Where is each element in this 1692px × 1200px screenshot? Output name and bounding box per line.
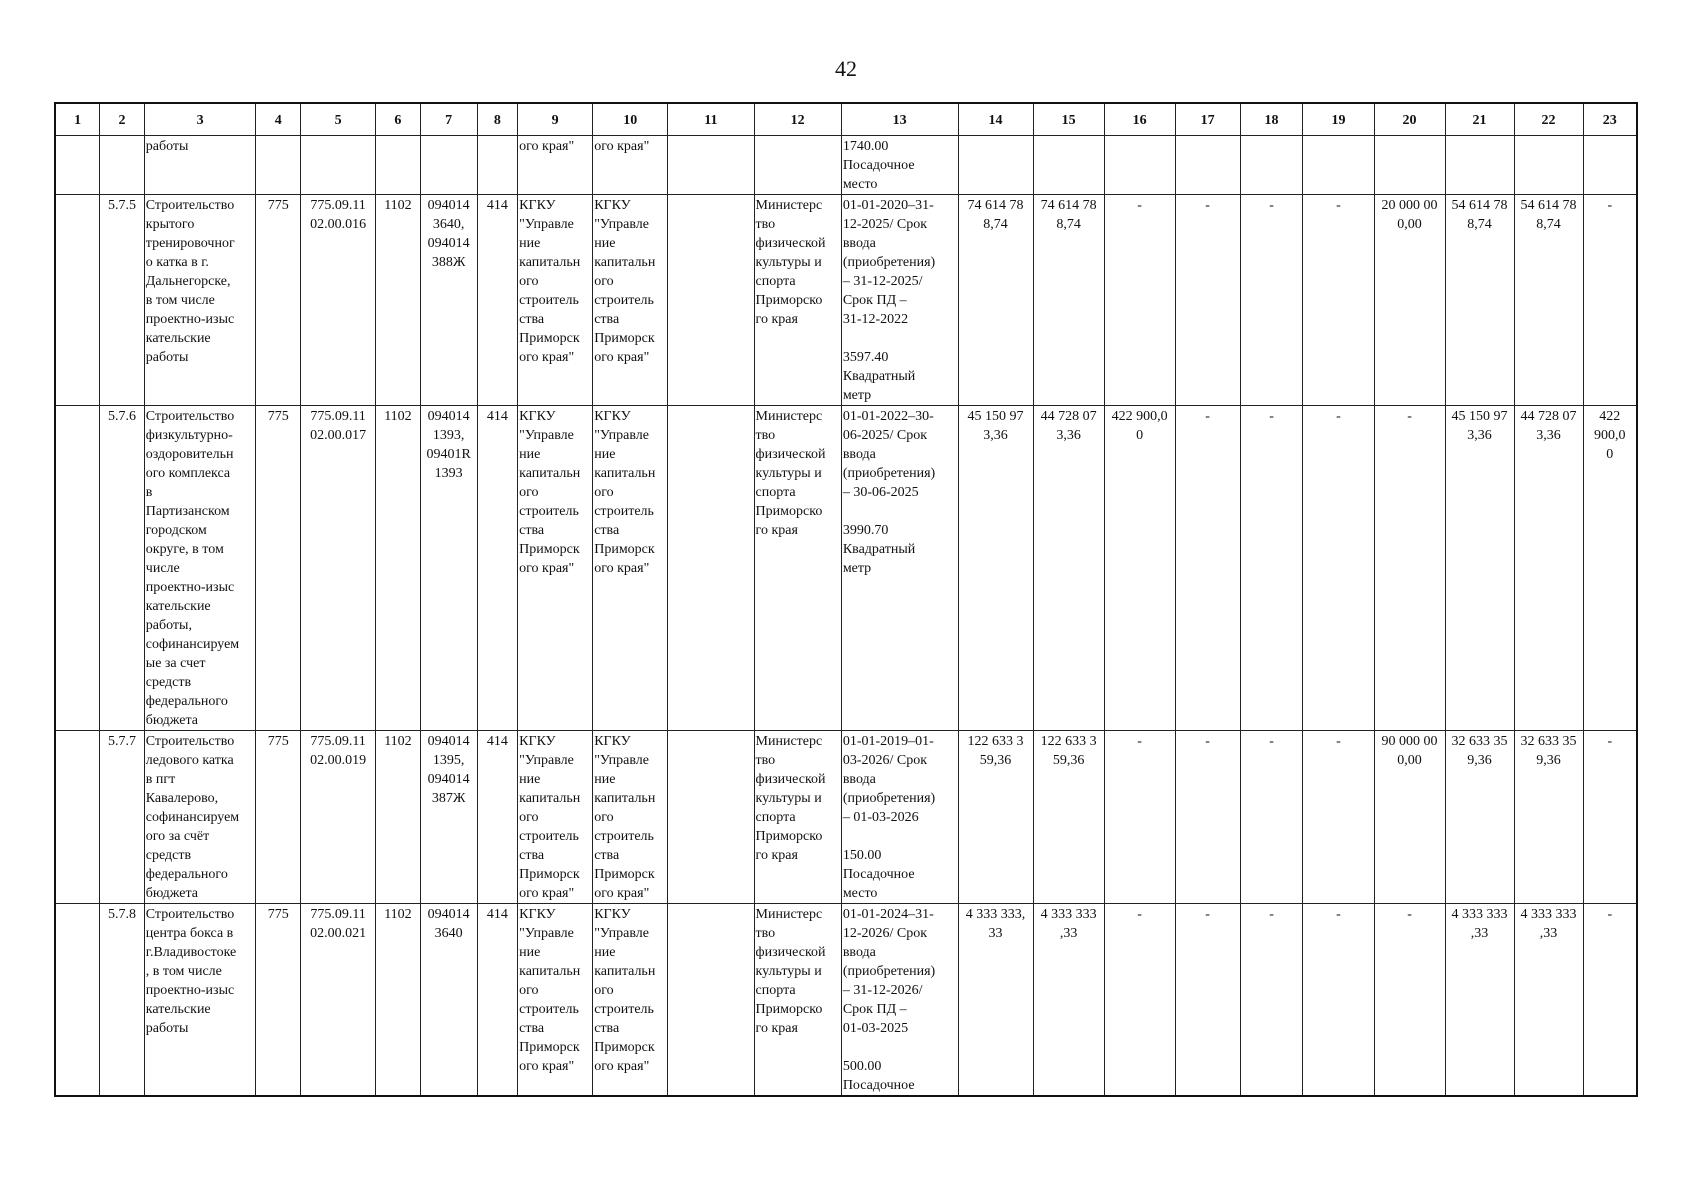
- table-cell: КГКУ "Управле ние капитальн ого строитель ства Приморск ого края": [518, 731, 593, 904]
- table-cell: [55, 904, 100, 1097]
- table-cell: -: [1175, 731, 1240, 904]
- table-cell: 094014 1395, 094014 387Ж: [420, 731, 477, 904]
- table-cell: Строительство центра бокса в г.Владивостоке , в том числе проектно-изыс кательские работы: [144, 904, 256, 1097]
- table-cell: [55, 406, 100, 731]
- table-cell: 414: [477, 731, 518, 904]
- table-cell: 775.09.11 02.00.021: [301, 904, 376, 1097]
- table-cell: 094014 3640, 094014 388Ж: [420, 195, 477, 406]
- table-cell: 5.7.5: [100, 195, 145, 406]
- table-cell: 54 614 78 8,74: [1514, 195, 1583, 406]
- table-cell: 74 614 78 8,74: [1033, 195, 1104, 406]
- table-cell: [668, 904, 754, 1097]
- table-cell: 01-01-2022–30- 06-2025/ Срок ввода (приобретения) – 30-06-2025 3990.70 Квадратный метр: [841, 406, 958, 731]
- table-cell: -: [1374, 406, 1445, 731]
- column-header-18: 18: [1240, 103, 1303, 136]
- table-row: [55, 406, 1637, 731]
- table-cell: 1102: [376, 904, 421, 1097]
- table-cell: -: [1175, 406, 1240, 731]
- table-cell: -: [1583, 195, 1637, 406]
- table-cell: КГКУ "Управле ние капитальн ого строитель ства Приморск ого края": [518, 904, 593, 1097]
- table-cell: -: [1303, 731, 1374, 904]
- column-header-14: 14: [958, 103, 1033, 136]
- table-cell: [256, 136, 301, 195]
- table-cell: 54 614 78 8,74: [1445, 195, 1514, 406]
- table-cell: -: [1240, 406, 1303, 731]
- column-header-10: 10: [593, 103, 668, 136]
- table-cell: работы: [144, 136, 256, 195]
- table-cell: 414: [477, 195, 518, 406]
- table-cell: [668, 195, 754, 406]
- table-cell: Министерс тво физической культуры и спорта Приморско го края: [754, 195, 841, 406]
- table-cell: Строительство крытого тренировочног о катка в г. Дальнегорске, в том числе проектно-изыс кательские работы: [144, 195, 256, 406]
- column-header-15: 15: [1033, 103, 1104, 136]
- table-cell: [420, 136, 477, 195]
- table-cell: [301, 136, 376, 195]
- table-cell: [477, 136, 518, 195]
- table-cell: [668, 406, 754, 731]
- table-cell: 4 333 333, 33: [958, 904, 1033, 1097]
- table-cell: 1740.00 Посадочное место: [841, 136, 958, 195]
- table-cell: [1583, 136, 1637, 195]
- table-cell: [55, 136, 100, 195]
- table-cell: 122 633 3 59,36: [1033, 731, 1104, 904]
- table-cell: 44 728 07 3,36: [1514, 406, 1583, 731]
- table-cell: 4 333 333 ,33: [1514, 904, 1583, 1097]
- column-header-2: 2: [100, 103, 145, 136]
- table-cell: 4 333 333 ,33: [1445, 904, 1514, 1097]
- table-cell: КГКУ "Управле ние капитальн ого строитель ства Приморск ого края": [518, 195, 593, 406]
- table-cell: Строительство физкультурно- оздоровительн ого комплекса в Партизанском городском округе, в том числе проектно-изыс кательские работы, софинансируем ые за счет средств федерального бюджета: [144, 406, 256, 731]
- table-cell: 4 333 333 ,33: [1033, 904, 1104, 1097]
- table-cell: [55, 195, 100, 406]
- table-cell: 20 000 00 0,00: [1374, 195, 1445, 406]
- table-cell: 422 900,0 0: [1583, 406, 1637, 731]
- column-header-4: 4: [256, 103, 301, 136]
- table-cell: -: [1240, 731, 1303, 904]
- table-cell: [1374, 136, 1445, 195]
- column-header-12: 12: [754, 103, 841, 136]
- column-header-20: 20: [1374, 103, 1445, 136]
- column-header-6: 6: [376, 103, 421, 136]
- table-cell: [100, 136, 145, 195]
- table-cell: -: [1303, 195, 1374, 406]
- column-header-17: 17: [1175, 103, 1240, 136]
- table-cell: 775: [256, 731, 301, 904]
- table-cell: 775: [256, 195, 301, 406]
- table-cell: -: [1104, 731, 1175, 904]
- table-cell: [1240, 136, 1303, 195]
- table-cell: 32 633 35 9,36: [1514, 731, 1583, 904]
- table-cell: [668, 731, 754, 904]
- table-cell: 094014 1393, 09401R 1393: [420, 406, 477, 731]
- column-header-11: 11: [668, 103, 754, 136]
- table-cell: КГКУ "Управле ние капитальн ого строитель ства Приморск ого края": [593, 195, 668, 406]
- table-cell: 01-01-2019–01- 03-2026/ Срок ввода (приобретения) – 01-03-2026 150.00 Посадочное место: [841, 731, 958, 904]
- table-cell: 5.7.7: [100, 731, 145, 904]
- table-cell: -: [1303, 406, 1374, 731]
- column-header-5: 5: [301, 103, 376, 136]
- table-cell: [668, 136, 754, 195]
- table-cell: 1102: [376, 195, 421, 406]
- column-header-19: 19: [1303, 103, 1374, 136]
- table-cell: [1445, 136, 1514, 195]
- table-cell: [1033, 136, 1104, 195]
- table-cell: -: [1175, 195, 1240, 406]
- table-cell: 094014 3640: [420, 904, 477, 1097]
- table-cell: [1175, 136, 1240, 195]
- table-cell: 1102: [376, 406, 421, 731]
- table-cell: 45 150 97 3,36: [958, 406, 1033, 731]
- table-row: [55, 904, 1637, 1097]
- table-cell: КГКУ "Управле ние капитальн ого строитель ства Приморск ого края": [593, 904, 668, 1097]
- table-cell: 422 900,0 0: [1104, 406, 1175, 731]
- column-header-13: 13: [841, 103, 958, 136]
- table-cell: ого края": [518, 136, 593, 195]
- table-cell: -: [1104, 904, 1175, 1097]
- column-header-8: 8: [477, 103, 518, 136]
- table-row: [55, 731, 1637, 904]
- table-cell: КГКУ "Управле ние капитальн ого строитель ства Приморск ого края": [593, 731, 668, 904]
- table-cell: 32 633 35 9,36: [1445, 731, 1514, 904]
- table-cell: [1514, 136, 1583, 195]
- table-cell: КГКУ "Управле ние капитальн ого строитель ства Приморск ого края": [593, 406, 668, 731]
- table-cell: -: [1175, 904, 1240, 1097]
- table-cell: [754, 136, 841, 195]
- table-cell: Министерс тво физической культуры и спорта Приморско го края: [754, 406, 841, 731]
- table-cell: 775.09.11 02.00.016: [301, 195, 376, 406]
- table-cell: 01-01-2020–31- 12-2025/ Срок ввода (приобретения) – 31-12-2025/ Срок ПД – 31-12-2022 3597.40 Квадратный метр: [841, 195, 958, 406]
- column-header-3: 3: [144, 103, 256, 136]
- table-cell: 775: [256, 904, 301, 1097]
- table-cell: -: [1374, 904, 1445, 1097]
- page-number: 42: [835, 56, 857, 81]
- table-cell: [958, 136, 1033, 195]
- table-cell: 775.09.11 02.00.019: [301, 731, 376, 904]
- column-header-22: 22: [1514, 103, 1583, 136]
- table-cell: [55, 731, 100, 904]
- table-cell: 01-01-2024–31- 12-2026/ Срок ввода (приобретения) – 31-12-2026/ Срок ПД – 01-03-2025 500.00 Посадочное: [841, 904, 958, 1097]
- table-cell: 74 614 78 8,74: [958, 195, 1033, 406]
- table-cell: -: [1583, 731, 1637, 904]
- column-header-21: 21: [1445, 103, 1514, 136]
- table-cell: 5.7.6: [100, 406, 145, 731]
- table-cell: 45 150 97 3,36: [1445, 406, 1514, 731]
- table-cell: -: [1104, 195, 1175, 406]
- table-cell: Строительство ледового катка в пгт Кавалерово, софинансируем ого за счёт средств федерального бюджета: [144, 731, 256, 904]
- table-cell: 90 000 00 0,00: [1374, 731, 1445, 904]
- column-header-1: 1: [55, 103, 100, 136]
- table-cell: -: [1583, 904, 1637, 1097]
- table-cell: 414: [477, 406, 518, 731]
- table-cell: -: [1240, 195, 1303, 406]
- table-cell: [1104, 136, 1175, 195]
- column-header-23: 23: [1583, 103, 1637, 136]
- table-cell: ого края": [593, 136, 668, 195]
- table-cell: Министерс тво физической культуры и спорта Приморско го края: [754, 904, 841, 1097]
- column-header-9: 9: [518, 103, 593, 136]
- table-cell: 775: [256, 406, 301, 731]
- table-cell: 1102: [376, 731, 421, 904]
- header-row: [55, 103, 1637, 136]
- column-header-16: 16: [1104, 103, 1175, 136]
- table-cell: Министерс тво физической культуры и спорта Приморско го края: [754, 731, 841, 904]
- table-cell: 44 728 07 3,36: [1033, 406, 1104, 731]
- table-cell: 5.7.8: [100, 904, 145, 1097]
- table-cell: [1303, 136, 1374, 195]
- table-row: [55, 195, 1637, 406]
- table-cell: 775.09.11 02.00.017: [301, 406, 376, 731]
- table-cell: -: [1240, 904, 1303, 1097]
- table-cell: 414: [477, 904, 518, 1097]
- table-cell: -: [1303, 904, 1374, 1097]
- data-table: [54, 102, 1638, 1097]
- column-header-7: 7: [420, 103, 477, 136]
- table-cell: 122 633 3 59,36: [958, 731, 1033, 904]
- table-cell: [376, 136, 421, 195]
- table-cell: КГКУ "Управле ние капитальн ого строитель ства Приморск ого края": [518, 406, 593, 731]
- table-row: [55, 136, 1637, 195]
